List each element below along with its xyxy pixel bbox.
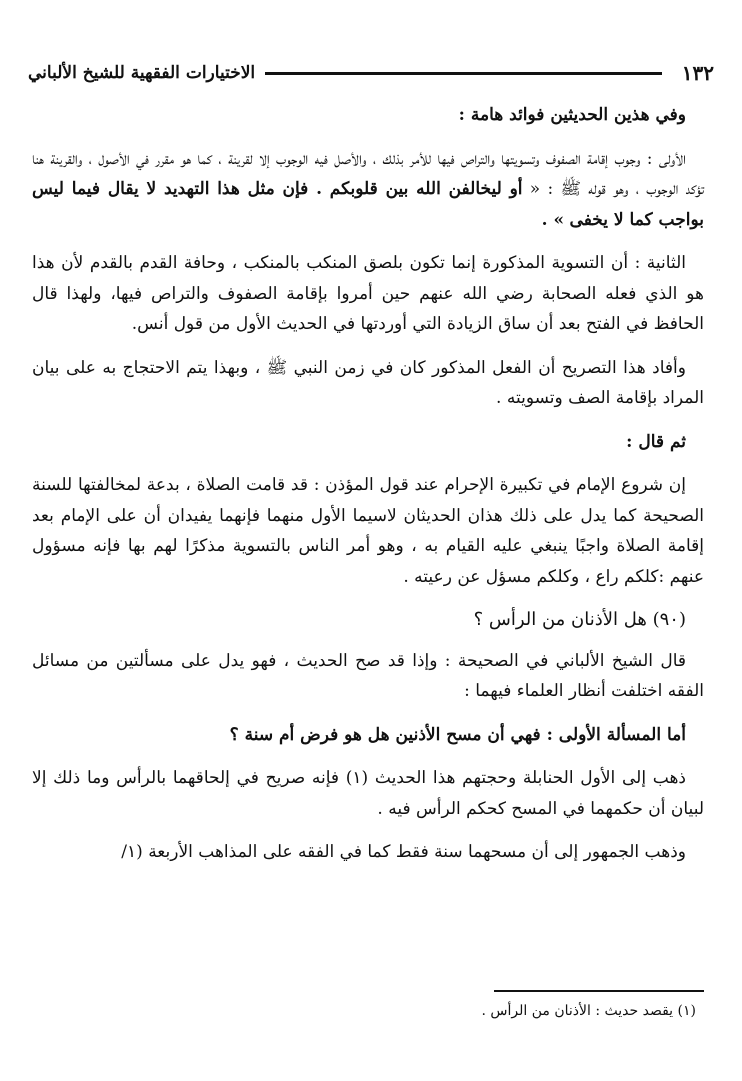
quote-close: » . [541,209,565,230]
paragraph-then-said: ثم قال : [626,431,686,452]
paragraph-intro: وفي هذين الحديثين فوائد هامة : [458,105,686,125]
body-text [32,100,704,881]
running-title: الاختيارات الفقهية للشيخ الألباني [28,63,256,83]
paragraph-first-issue: أما المسألة الأولى : فهي أن مسح الأذنين هل هو فرض أم سنة ؟ [229,724,686,745]
section-heading-ears: (٩٠) هل الأذنان من الرأس ؟ [473,609,686,630]
paragraph-jumhur: وذهب الجمهور إلى أن مسحهما سنة فقط كما في الفقه على المذاهب الأربعة (١/ [121,842,686,862]
paragraph-imam-bidah: إن شروع الإمام في تكبيرة الإحرام عند قول المؤذن : قد قامت الصلاة ، بدعة لمخالفتها للسنة الصحيحة كما يدل على ذلك هذان الحديثان لاسيما الأول منهما فإنهما يفيدان أن على الإمام بعد إقامة الصلاة واجبًا ينبغي عليه القيام به ، وهو أمر الناس بالتسوية مذكرًا لهم بها فإنه مسؤول عنهم :كلكم راع ، وكلكم مسؤل عن رعيته . [32,475,704,587]
paragraph-first-benefit [32,144,704,236]
paragraph-clarification: وأفاد هذا التصريح أن الفعل المذكور كان في زمن النبي ﷺ ، وبهذا يتم الاحتجاج به على بيان المراد بإقامة الصف وتسويته . [32,357,704,408]
page-header [28,58,714,88]
page-number: ١٣٢ [681,61,714,85]
header-rule [265,72,662,75]
paragraph-second-benefit: الثانية : أن التسوية المذكورة إنما تكون بلصق المنكب بالمنكب ، وحافة القدم بالقدم لأن هذا هو الذي فعله الصحابة رضي الله عنهم حين أمروا بإقامة الصفوف والتراص فيها، ولهذا قال الحافظ في الفتح بعد أن ساق الزيادة التي أوردتها في الحديث الأول من قول أنس. [32,253,704,334]
footnote: (١) يقصد حديث : الأذنان من الرأس . [481,1003,696,1019]
paragraph-sahiha: قال الشيخ الألباني في الصحيحة : وإذا قد صح الحديث ، فهو يدل على مسألتين من مسائل الفقه اختلفت أنظار العلماء فيهما : [32,650,704,701]
hadith-quote: أو ليخالفن الله بين قلوبكم . فإن مثل هذا التهديد لا يقال فيما ليس بواجب كما لا يخفى [32,179,704,230]
first-benefit-text: الأولى : وجوب إقامة الصفوف وتسويتها والتراص فيها للأمر بذلك ، والأصل فيه الوجوب إلا لقرينة ، كما هو مقرر في الأصول ، والقرينة هنا تؤكد الوجوب ، وهو قوله ﷺ : « [32,148,704,199]
footnote-rule [494,990,704,992]
paragraph-hanabila: ذهب إلى الأول الحنابلة وحجتهم هذا الحديث (١) فإنه صريح في إلحاقهما بالرأس وما ذلك إلا لبيان أن حكمهما في المسح كحكم الرأس فيه . [32,768,704,819]
